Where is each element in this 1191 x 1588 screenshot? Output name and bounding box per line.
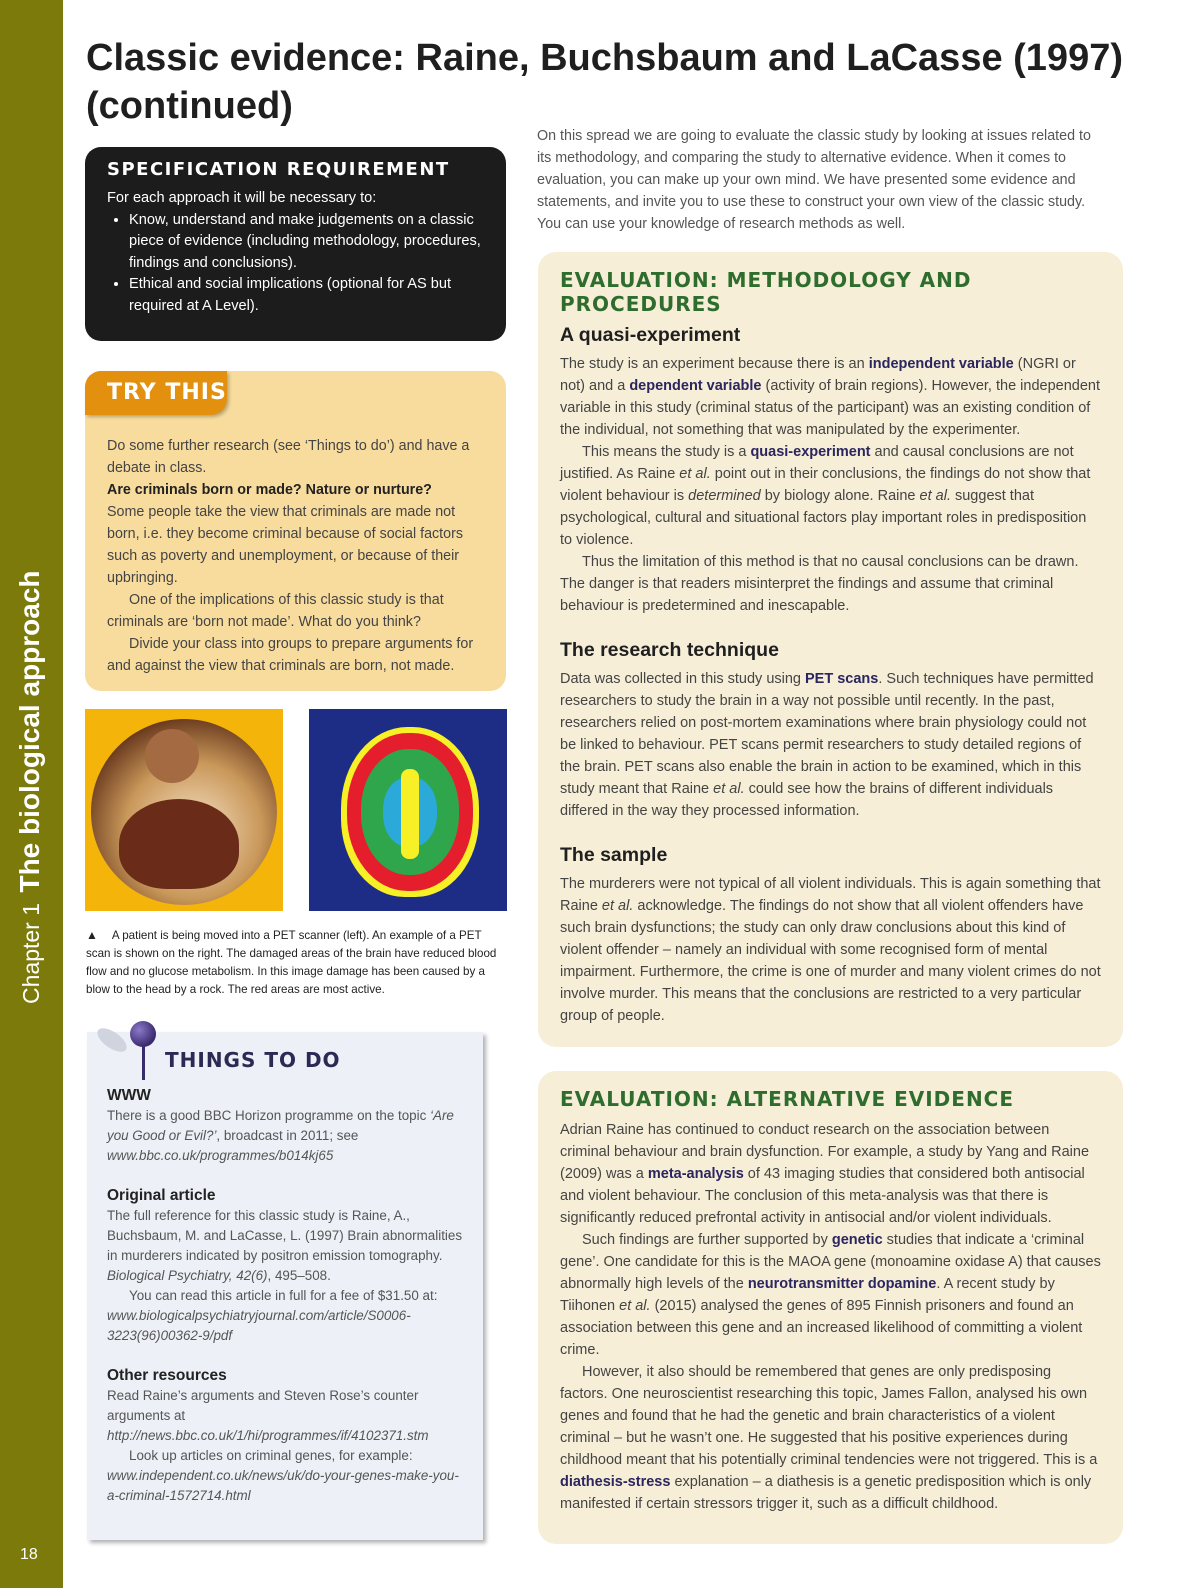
spacer — [107, 1166, 463, 1186]
key-term: quasi-experiment — [750, 444, 871, 460]
research-technique-heading: The research technique — [560, 639, 779, 661]
other-resources-text: Read Raine’s arguments and Steven Rose’s counter arguments at — [107, 1388, 419, 1423]
body-text: studies that indicate a ‘criminal gene’. One candidate for this is the MAOA gene (monoamine oxidase A) that causes abnormally high levels of the — [560, 1232, 1101, 1292]
try-this-question: Are criminals born or made? Nature or nurture? — [107, 482, 432, 498]
pin-needle-icon — [142, 1044, 145, 1080]
quasi-experiment-heading: A quasi-experiment — [560, 324, 741, 346]
spacer — [560, 617, 1101, 639]
try-this-paragraph: One of the implications of this classic study is that criminals are ‘born not made’. What do you think? — [107, 592, 444, 630]
reference-text: The full reference for this classic study is Raine, A., Buchsbaum, M. and LaCasse, L. (1997) Brain abnormalities in murderers indicated by positron emission tomography. — [107, 1208, 463, 1263]
alternative-evidence-paragraph — [560, 1361, 1101, 1515]
quasi-experiment-paragraph: Thus the limitation of this method is that no causal conclusions can be drawn. The danger is that readers misinterpret the findings and assume that criminal behaviour is predetermined and inescapable. — [560, 554, 1079, 614]
body-text: . A recent study by Tiihonen — [560, 1276, 1055, 1314]
et-al: et al. — [919, 488, 951, 504]
body-text: suggest that psychological, cultural and situational factors play important roles in predisposition to violence. — [560, 488, 1087, 548]
article-fee-text: You can read this article in full for a fee of $31.50 at: — [129, 1288, 438, 1303]
try-this-paragraph: Do some further research (see ‘Things to do’) and have a debate in class. — [107, 438, 470, 476]
body-text: . Such techniques have permitted researchers to study the brain in a way not possible until recently. In the past, researchers relied on post-mortem examinations where brain physiology could not be linked to behaviour. PET scans permit researchers to study detailed regions of the brain. PET scans also enable the brain in action to be examined, which in this study meant that Raine — [560, 671, 1094, 797]
alternative-evidence-paragraph — [560, 1119, 1101, 1229]
body-text: This means the study is a — [582, 444, 751, 460]
body-text: The murderers were not typical of all violent individuals. This is again something that Raine — [560, 876, 1101, 914]
key-term: dependent variable — [629, 378, 762, 394]
et-al: et al. — [601, 898, 634, 914]
body-text: point out in their conclusions, the findings do not show that violent behaviour is — [560, 466, 1091, 504]
body-text: by biology alone. Raine — [760, 488, 920, 504]
et-al: et al. — [713, 781, 745, 797]
specification-box — [85, 147, 506, 341]
pushpin-icon — [130, 1021, 156, 1047]
body-text: Data was collected in this study using — [560, 671, 806, 687]
triangle-up-icon: ▲ — [86, 928, 98, 942]
other-resources-text: Look up articles on criminal genes, for example: — [129, 1448, 413, 1463]
body-text: of 43 imaging studies that considered both antisocial and violent behaviour. The conclusion of this meta-analysis was that there is significantly reduced prefrontal activity in antisocial and/or violent individuals. — [560, 1166, 1085, 1226]
scan-midline — [401, 769, 419, 859]
www-text: , broadcast in 2011; see — [216, 1128, 359, 1143]
alternative-evidence-paragraph — [560, 1229, 1101, 1361]
body-text: (NGRI or not) and a — [560, 356, 1076, 394]
try-this-heading: TRY THIS — [85, 371, 227, 415]
image-caption — [86, 926, 508, 999]
patient-head — [119, 799, 239, 889]
specification-item: • Ethical and social implications (optional for AS but required at A Level). — [129, 274, 484, 317]
www-heading: WWW — [107, 1087, 151, 1104]
things-to-do-heading: THINGS TO DO — [165, 1048, 341, 1072]
key-term: meta-analysis — [647, 1166, 744, 1182]
journal-name: Biological Psychiatry, 42(6) — [107, 1268, 268, 1283]
chapter-sidebar — [0, 0, 63, 1588]
try-this-paragraph: Some people take the view that criminals are made not born, i.e. they become criminal because of social factors such as poverty and unemployment, or because of their upbringing. — [107, 504, 464, 586]
www-text: There is a good BBC Horizon programme on the topic — [107, 1108, 431, 1123]
pet-scan-image — [309, 709, 507, 911]
spacer — [560, 822, 1101, 844]
evaluation-methodology-panel — [538, 252, 1123, 1047]
key-term: genetic — [831, 1232, 883, 1248]
caption-text: A patient is being moved into a PET scanner (left). An example of a PET scan is shown on the right. The damaged areas of the brain have reduced blood flow and no glucose metabolism. In this image damage has been caused by a blow to the head by a rock. The red areas are most active. — [86, 929, 497, 996]
evaluation-alternative-panel — [538, 1071, 1123, 1544]
other-resources-heading: Other resources — [107, 1367, 227, 1384]
key-term: independent variable — [868, 356, 1014, 372]
pet-scanner-photo — [85, 709, 283, 911]
chapter-title: The biological approach — [14, 570, 45, 893]
www-paragraph — [107, 1106, 463, 1166]
body-text: (activity of brain regions). However, the independent variable in this study (criminal status of the participant) was an existing condition of the individual, not something that was manipulated by the experimenter. — [560, 378, 1101, 438]
body-text: acknowledge. The findings do not show that all violent offenders have such brain dysfunctions; the study can only draw conclusions about this kind of violent offender – namely an individual with some recognised form of mental impairment. Furthermore, the crime is one of murder and many violent crimes do not involve murder. This means that the conclusions are restricted to a very particular group of people. — [560, 898, 1101, 1024]
body-text: The study is an experiment because there is an — [560, 356, 869, 372]
original-article-paragraph — [107, 1206, 463, 1286]
evaluation-alternative-heading: EVALUATION: ALTERNATIVE EVIDENCE — [560, 1087, 1015, 1111]
original-article-paragraph — [107, 1286, 463, 1346]
body-text: However, it also should be remembered that genes are only predisposing factors. One neuroscientist researching this topic, James Fallon, analysed his own genes and found that he had the genetic and brain characteristics of a violent criminal – but he wasn’t one. He suggested that his positive experiences during childhood meant that his potentially criminal tendencies were not triggered. This is a — [560, 1364, 1098, 1468]
et-al: et al. — [619, 1298, 651, 1314]
journal-link[interactable]: www.biologicalpsychiatryjournal.com/article/S0006-3223(96)00362-9/pdf — [107, 1308, 411, 1343]
chapter-label — [14, 570, 48, 1004]
specification-lead: For each approach it will be necessary to: — [107, 190, 377, 206]
other-resources-paragraph — [107, 1386, 463, 1446]
emphasis: determined — [688, 488, 761, 504]
key-term: neurotransmitter dopamine — [747, 1276, 937, 1292]
independent-link[interactable]: www.independent.co.uk/news/uk/do-your-genes-make-you-a-criminal-1572714.html — [107, 1468, 459, 1503]
sample-paragraph — [560, 873, 1101, 1027]
body-text: and causal conclusions are not justified. As Raine — [560, 444, 1074, 482]
quasi-experiment-paragraph — [560, 441, 1101, 551]
et-al: et al. — [679, 466, 711, 482]
evaluation-methodology-heading: EVALUATION: METHODOLOGY AND PROCEDURES — [560, 268, 972, 316]
body-text: explanation – a diathesis is a genetic predisposition which is only manifested if certain stressors trigger it, such as a difficult childhood. — [560, 1474, 1092, 1512]
original-article-heading: Original article — [107, 1187, 216, 1204]
bbc-link[interactable]: www.bbc.co.uk/programmes/b014kj65 — [107, 1148, 334, 1163]
reference-pages: , 495–508. — [267, 1268, 331, 1283]
chapter-number: Chapter 1 — [18, 902, 44, 1004]
page-number: 18 — [20, 1546, 38, 1563]
body-text: Such findings are further supported by — [582, 1232, 832, 1248]
intro-paragraph: On this spread we are going to evaluate the classic study by looking at issues related to its methodology, and comparing the study to alternative evidence. When it comes to evaluation, you can make up your own mind. We have presented some evidence and statements, and invite you to use these to construct your own view of the classic study. You can use your knowledge of research methods as well. — [537, 128, 1091, 232]
key-term: PET scans — [805, 671, 879, 687]
body-text: (2015) analysed the genes of 895 Finnish prisoners and found an association between this gene and an increased likelihood of committing a violent crime. — [560, 1298, 1083, 1358]
body-text: Adrian Raine has continued to conduct research on the association between criminal behaviour and brain dysfunction. For example, a study by Yang and Raine (2009) was a — [560, 1122, 1090, 1182]
things-to-do-box — [87, 1032, 483, 1540]
body-text: could see how the brains of different individuals differed in the way they processed information. — [560, 781, 1054, 819]
key-term: diathesis-stress — [560, 1474, 671, 1490]
sample-heading: The sample — [560, 844, 668, 866]
specification-list — [107, 210, 484, 318]
specification-heading: SPECIFICATION REQUIREMENT — [107, 159, 450, 180]
page-title: Classic evidence: Raine, Buchsbaum and LaCasse (1997) (continued) — [86, 37, 1123, 127]
try-this-box — [85, 371, 506, 691]
other-resources-paragraph — [107, 1446, 463, 1506]
quasi-experiment-paragraph — [560, 353, 1101, 441]
programme-title: ‘Are you Good or Evil?’ — [107, 1108, 454, 1143]
try-this-paragraph: Divide your class into groups to prepare arguments for and against the view that criminals are born, not made. — [107, 636, 474, 674]
research-technique-paragraph — [560, 668, 1101, 822]
technician-head — [145, 729, 199, 783]
spacer — [107, 1346, 463, 1366]
specification-item: • Know, understand and make judgements on a classic piece of evidence (including methodology, procedures, findings and conclusions). — [129, 210, 484, 275]
bbc-news-link[interactable]: http://news.bbc.co.uk/1/hi/programmes/if/4102371.stm — [107, 1428, 429, 1443]
pin-shadow-icon — [93, 1024, 130, 1057]
